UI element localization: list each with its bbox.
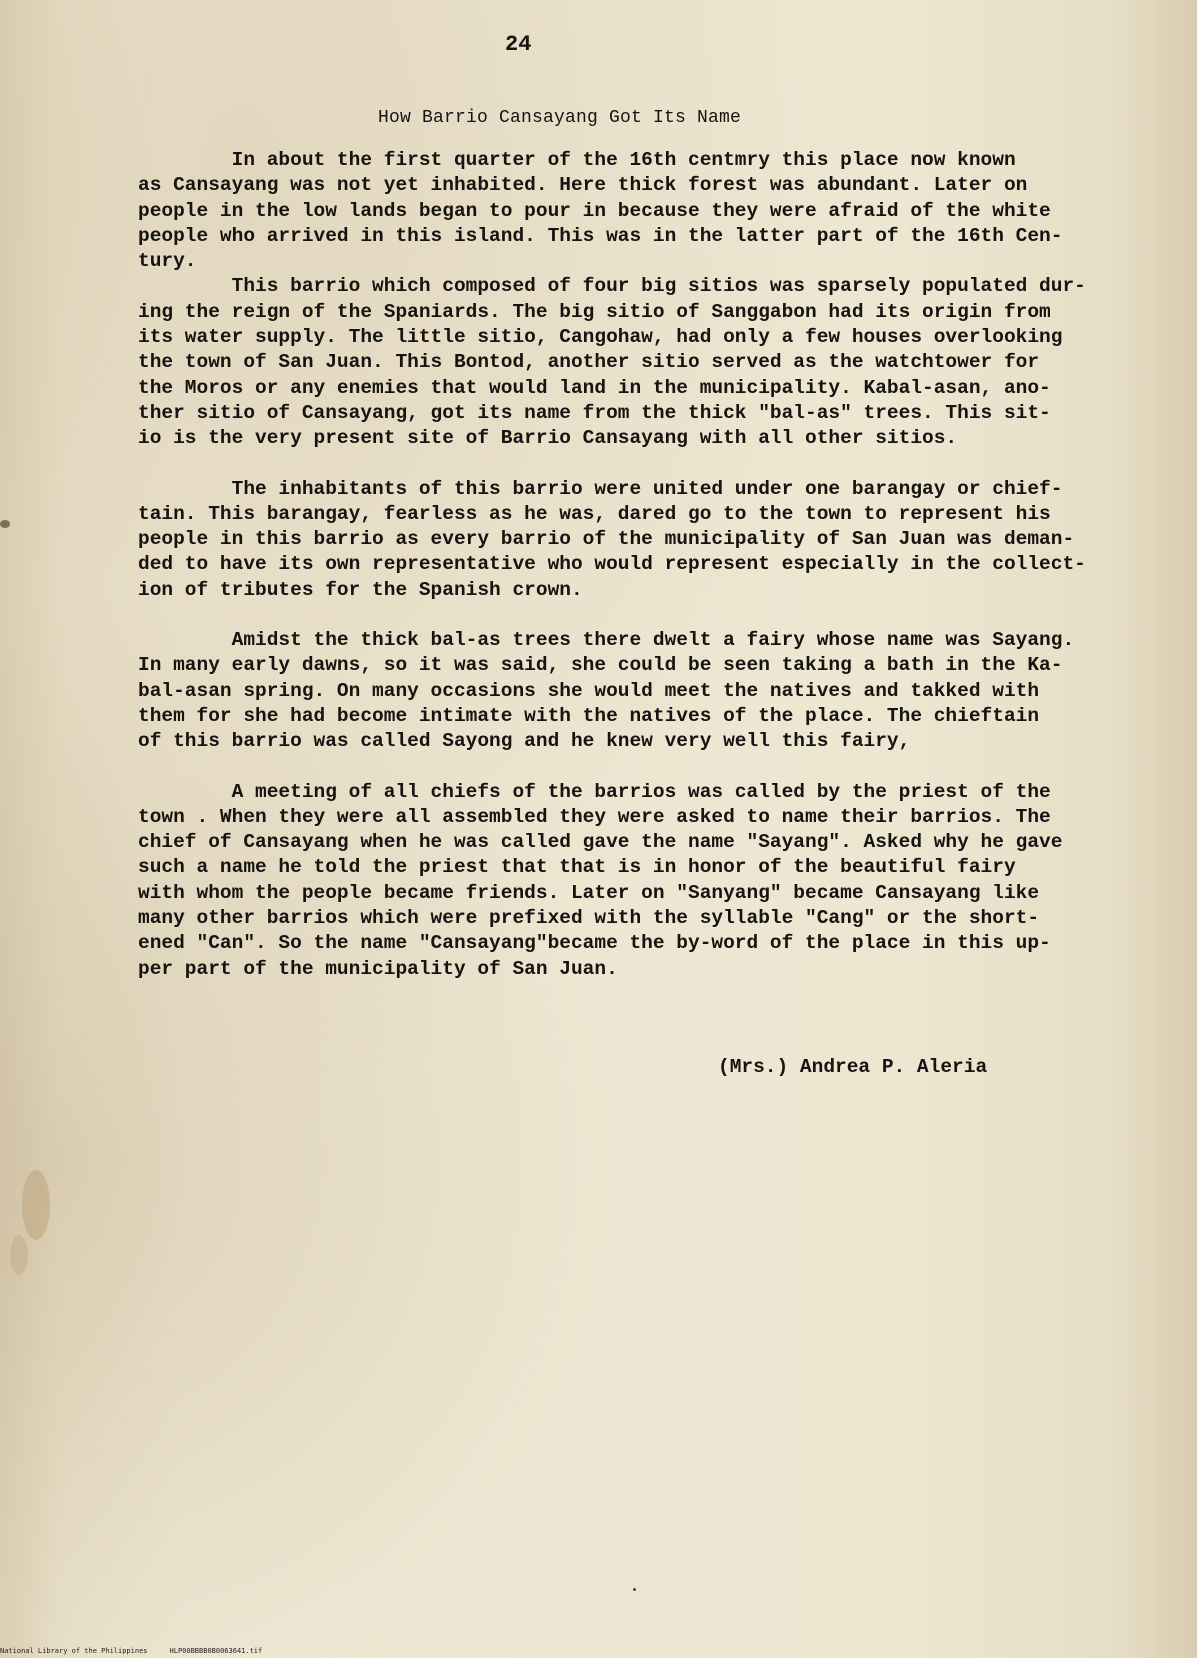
text-line: In about the first quarter of the 16th centmry this place now known: [138, 149, 1016, 171]
text-line: such a name he told the priest that that is in honor of the beautiful fairy: [138, 856, 1016, 879]
text-line: tain. This barangay, fearless as he was, dared go to the town to represent his: [138, 502, 1051, 525]
text-line: people who arrived in this island. This was in the latter part of the 16th Cen-: [138, 224, 1063, 247]
paragraph-gap: [138, 603, 1148, 628]
text-line: io is the very present site of Barrio Cansayang with all other sitios.: [138, 427, 958, 450]
text-line: town . When they were all assembled they were asked to name their barrios. The: [138, 805, 1051, 828]
paper-stain: [22, 1170, 50, 1240]
text-line: people in this barrio as every barrio of the municipality of San Juan was deman-: [138, 528, 1075, 551]
page-number: 24: [505, 32, 532, 57]
paper-mark: [0, 520, 10, 528]
text-line: bal-asan spring. On many occasions she would meet the natives and takked with: [138, 679, 1040, 702]
text-line: the town of San Juan. This Bontod, another sitio served as the watchtower for: [138, 351, 1040, 374]
author-signature: (Mrs.) Andrea P. Aleria: [718, 1056, 988, 1078]
text-line: per part of the municipality of San Juan.: [138, 957, 618, 980]
text-line: them for she had become intimate with the natives of the place. The chieftain: [138, 704, 1040, 727]
scan-footer: [0, 1647, 284, 1655]
page-title: How Barrio Cansayang Got Its Name: [378, 108, 742, 128]
paragraph-5: [138, 780, 1148, 982]
text-line: people in the low lands began to pour in because they were afraid of the white: [138, 199, 1051, 222]
text-line: Amidst the thick bal-as trees there dwelt a fairy whose name was Sayang.: [138, 629, 1075, 652]
paragraph-2: [138, 274, 1148, 451]
text-line: its water supply. The little sitio, Cangohaw, had only a few houses overlooking: [138, 326, 1063, 349]
text-line: the Moros or any enemies that would land in the municipality. Kabal-asan, ano-: [138, 376, 1051, 399]
text-line: tury.: [138, 250, 197, 273]
text-line: ing the reign of the Spaniards. The big sitio of Sanggabon had its origin from: [138, 300, 1051, 323]
text-line: ded to have its own representative who would represent especially in the collect-: [138, 553, 1086, 576]
text-line: many other barrios which were prefixed with the syllable "Cang" or the short-: [138, 907, 1040, 930]
library-credit: National Library of the Philippines: [0, 1647, 148, 1655]
text-line: ion of tributes for the Spanish crown.: [138, 578, 583, 601]
text-line: with whom the people became friends. Later on "Sanyang" became Cansayang like: [138, 881, 1040, 904]
text-line: The inhabitants of this barrio were united under one barangay or chief-: [138, 477, 1063, 500]
document-body: [138, 148, 1148, 982]
text-line: In many early dawns, so it was said, she could be seen taking a bath in the Ka-: [138, 654, 1063, 677]
text-line: A meeting of all chiefs of the barrios was called by the priest of the: [138, 780, 1051, 803]
text-line: ened "Can". So the name "Cansayang"became the by-word of the place in this up-: [138, 932, 1051, 955]
text-line: of this barrio was called Sayong and he knew very well this fairy,: [138, 730, 911, 753]
text-line: This barrio which composed of four big sitios was sparsely populated dur-: [138, 275, 1086, 298]
paragraph-gap: [138, 755, 1148, 780]
paragraph-4: [138, 628, 1148, 754]
text-line: chief of Cansayang when he was called gave the name "Sayang". Asked why he gave: [138, 831, 1063, 854]
text-line: as Cansayang was not yet inhabited. Here thick forest was abundant. Later on: [138, 174, 1028, 197]
paper-speck: [633, 1588, 636, 1591]
file-name: HLP00BBBB0B0063641.tif: [169, 1647, 263, 1655]
paper-stain: [10, 1235, 28, 1275]
text-line: ther sitio of Cansayang, got its name from the thick "bal-as" trees. This sit-: [138, 401, 1051, 424]
paragraph-gap: [138, 452, 1148, 477]
paragraph-3: [138, 477, 1148, 603]
paragraph-1: [138, 148, 1148, 274]
